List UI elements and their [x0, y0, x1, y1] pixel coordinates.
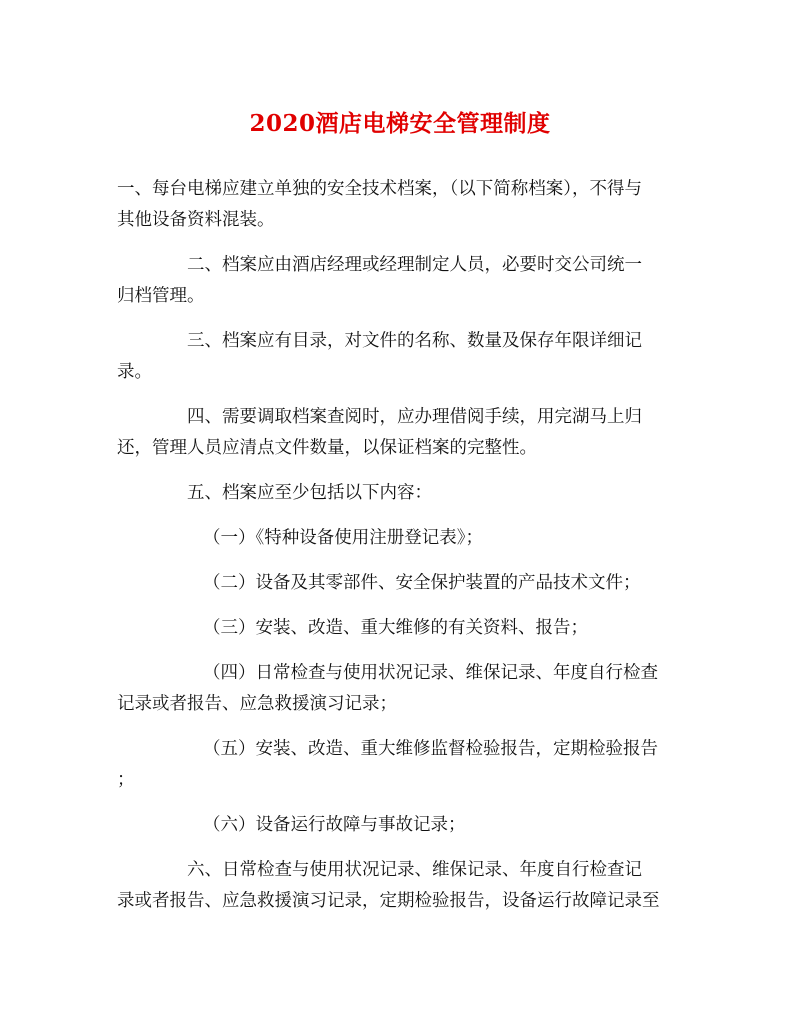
- paragraph-line: 录或者报告、应急救援演习记录，定期检验报告，设备运行故障记录至: [117, 891, 660, 911]
- paragraph-1: [117, 174, 689, 236]
- paragraph-line: 四、需要调取档案查阅时，应办理借阅手续，用完湖马上归: [187, 407, 642, 427]
- paragraph-4: [117, 402, 689, 464]
- document-title: 2020酒店电梯安全管理制度: [249, 110, 551, 137]
- paragraph-line: （四）日常检查与使用状况记录、维保记录、年度自行检查: [203, 663, 658, 683]
- paragraph-line: 记录或者报告、应急救援演习记录；: [117, 694, 397, 714]
- paragraph-line: 三、档案应有目录，对文件的名称、数量及保存年限详细记: [187, 331, 642, 351]
- paragraph-line: （五）安装、改造、重大维修监督检验报告，定期检验报告: [203, 739, 658, 759]
- list-item-1: [117, 523, 689, 554]
- paragraph-line: ；: [117, 770, 135, 790]
- list-item-5: [117, 734, 689, 796]
- paragraph-line: 五、档案应至少包括以下内容：: [187, 483, 432, 503]
- list-item-6: [117, 810, 689, 841]
- paragraph-line: （二）设备及其零部件、安全保护装置的产品技术文件；: [203, 573, 641, 593]
- document-body: [117, 174, 689, 931]
- paragraph-line: 还，管理人员应清点文件数量，以保证档案的完整性。: [117, 438, 537, 458]
- list-item-2: [117, 568, 689, 599]
- paragraph-line: 录。: [117, 362, 152, 382]
- paragraph-line: （三）安装、改造、重大维修的有关资料、报告；: [203, 618, 588, 638]
- paragraph-line: （六）设备运行故障与事故记录；: [203, 815, 466, 835]
- paragraph-3: [117, 326, 689, 388]
- paragraph-line: 二、档案应由酒店经理或经理制定人员，必要时交公司统一: [187, 255, 642, 275]
- paragraph-line: 一、每台电梯应建立单独的安全技术档案，（以下简称档案），不得与: [117, 179, 642, 199]
- paragraph-2: [117, 250, 689, 312]
- list-item-4: [117, 658, 689, 720]
- paragraph-line: 其他设备资料混装。: [117, 210, 275, 230]
- paragraph-line: 归档管理。: [117, 286, 205, 306]
- paragraph-6: [117, 855, 689, 917]
- paragraph-line: 六、日常检查与使用状况记录、维保记录、年度自行检查记: [187, 860, 642, 880]
- paragraph-5: [117, 478, 689, 509]
- list-item-3: [117, 613, 689, 644]
- paragraph-line: （一）《特种设备使用注册登记表》；: [203, 528, 483, 548]
